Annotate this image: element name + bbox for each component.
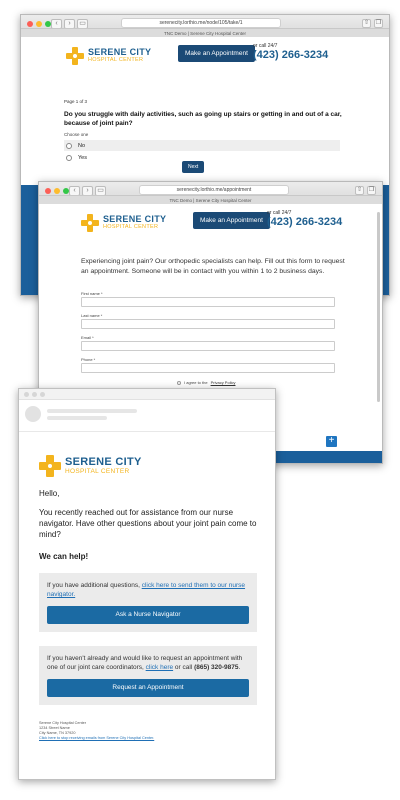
footer-street: 1234 Street Name	[39, 726, 70, 730]
browser-toolbar	[21, 15, 389, 37]
scrollbar[interactable]	[377, 212, 380, 402]
sender-placeholder	[25, 406, 137, 422]
logo-subtitle: HOSPITAL CENTER	[88, 57, 144, 63]
email-footer	[39, 721, 154, 741]
ask-nurse-navigator-button[interactable]: Ask a Nurse Navigator	[47, 606, 249, 624]
tab-title[interactable]: TNC Demo | Serene City Hospital Center	[39, 195, 382, 204]
send-questions-link[interactable]: click here to send them to our nurse navigator.	[47, 582, 246, 598]
minimize-window-icon[interactable]	[36, 21, 42, 27]
browser-toolbar	[39, 182, 382, 204]
unsubscribe-link[interactable]: Click here to stop receiving emails from Serene City Hospital Center.	[39, 736, 155, 740]
appointment-box-period: .	[238, 664, 241, 671]
maximize-window-icon[interactable]	[40, 392, 45, 397]
last-name-label: Last name *	[81, 313, 103, 318]
hospital-cross-icon	[81, 214, 99, 232]
sidebar-icon[interactable]: ▭	[95, 186, 106, 196]
agree-checkbox[interactable]	[177, 381, 181, 385]
forward-arrow-icon[interactable]: ›	[64, 19, 75, 29]
avatar	[25, 406, 41, 422]
privacy-policy-link[interactable]: Privacy Policy	[210, 380, 236, 385]
radio-button[interactable]	[66, 143, 72, 149]
share-icon[interactable]: ⇧	[363, 20, 370, 26]
appointment-box-intro: If you haven't already and would like to request an appointment with one of our joint care coordinators,	[47, 655, 243, 671]
address-bar[interactable]: serenecity.lorthio.me/node/105/take/1	[121, 18, 281, 28]
logo-title: SERENE CITY	[103, 214, 167, 224]
logo-subtitle: HOSPITAL CENTER	[103, 224, 159, 230]
logo-subtitle: HOSPITAL CENTER	[65, 468, 130, 475]
window-controls	[24, 392, 45, 397]
placeholder-line	[47, 409, 137, 413]
back-arrow-icon[interactable]: ‹	[69, 186, 80, 196]
choose-label: Choose one	[64, 132, 89, 137]
make-appointment-button[interactable]: Make an Appointment	[193, 212, 270, 229]
share-icon[interactable]: ⇧	[356, 187, 363, 193]
logo-title: SERENE CITY	[88, 47, 152, 57]
first-name-input[interactable]	[81, 297, 335, 307]
placeholder-line	[47, 416, 107, 420]
window-controls	[27, 21, 51, 27]
form-intro: Experiencing joint pain? Our orthopedic specialists can help. Fill out this form to request an appointment. Someone will be in contact with you within 1 to 2 business days.	[81, 258, 345, 275]
email-greeting: Hello,	[39, 489, 60, 498]
nurse-navigator-box	[39, 573, 257, 632]
phone-label: Phone *	[81, 357, 96, 362]
hospital-cross-icon	[39, 455, 61, 477]
footer-org-name: Serene City Hospital Center	[39, 721, 87, 725]
logo-title: SERENE CITY	[65, 456, 142, 468]
first-name-label: First name *	[81, 291, 103, 296]
radio-button[interactable]	[66, 155, 72, 161]
footer-city: City Name, TN 37920	[39, 731, 76, 735]
site-logo[interactable]	[81, 214, 166, 232]
site-header	[39, 204, 382, 256]
last-name-input[interactable]	[81, 319, 335, 329]
plus-icon[interactable]: +	[326, 436, 337, 447]
tabs-icon[interactable]: ❐	[375, 20, 382, 26]
agree-text: I agree to the	[184, 380, 208, 385]
call-block	[253, 43, 328, 61]
minimize-window-icon[interactable]	[32, 392, 37, 397]
page-indicator: Page 1 of 3	[64, 99, 88, 104]
window-controls	[45, 188, 69, 194]
phone-number[interactable]: (423) 266-3234	[253, 49, 329, 61]
tabs-icon[interactable]: ❐	[368, 187, 375, 193]
next-button[interactable]: Next	[182, 161, 204, 173]
appointment-box	[39, 646, 257, 705]
appointment-box-text	[47, 654, 249, 672]
divider	[19, 431, 275, 432]
hospital-cross-icon	[66, 47, 84, 65]
phone-number[interactable]: (423) 266-3234	[267, 216, 343, 228]
back-arrow-icon[interactable]: ‹	[51, 19, 62, 29]
call-label: or call 24/7	[253, 43, 278, 49]
close-window-icon[interactable]	[24, 392, 29, 397]
forward-arrow-icon[interactable]: ›	[82, 186, 93, 196]
email-body: You recently reached out for assistance from our nurse navigator. Have other questions about your joint pain come to mind?	[39, 508, 257, 539]
minimize-window-icon[interactable]	[54, 188, 60, 194]
tab-title[interactable]: TNC Demo | Serene City Hospital Center	[21, 28, 389, 37]
request-appointment-button[interactable]: Request an Appointment	[47, 679, 249, 697]
email-toolbar	[19, 389, 275, 400]
make-appointment-button[interactable]: Make an Appointment	[178, 45, 255, 62]
site-header	[21, 37, 389, 81]
close-window-icon[interactable]	[27, 21, 33, 27]
address-bar[interactable]: serenecity.lorthio.me/appointment	[139, 185, 289, 195]
call-block	[267, 210, 342, 228]
email-logo	[39, 455, 142, 477]
option-label: Yes	[78, 154, 87, 161]
sidebar-icon[interactable]: ▭	[77, 19, 88, 29]
email-window	[18, 388, 276, 780]
nurse-box-intro: If you have additional questions,	[47, 582, 142, 589]
close-window-icon[interactable]	[45, 188, 51, 194]
option-label: No	[78, 142, 86, 149]
phone-input[interactable]	[81, 363, 335, 373]
call-label: or call 24/7	[267, 210, 292, 216]
privacy-agreement[interactable]	[177, 380, 235, 385]
option-no[interactable]	[64, 140, 340, 151]
appointment-box-or-call: or call	[173, 664, 195, 671]
appointment-phone[interactable]: (865) 320-9875	[194, 664, 239, 671]
email-input[interactable]	[81, 341, 335, 351]
email-help-heading: We can help!	[39, 552, 89, 561]
request-appointment-link[interactable]: click here	[145, 664, 174, 671]
nurse-box-text	[47, 581, 249, 599]
email-label: Email *	[81, 335, 94, 340]
site-logo[interactable]	[66, 47, 151, 65]
survey-question: Do you struggle with daily activities, such as going up stairs or getting in and out of a car, because of joint pain?	[64, 111, 342, 127]
